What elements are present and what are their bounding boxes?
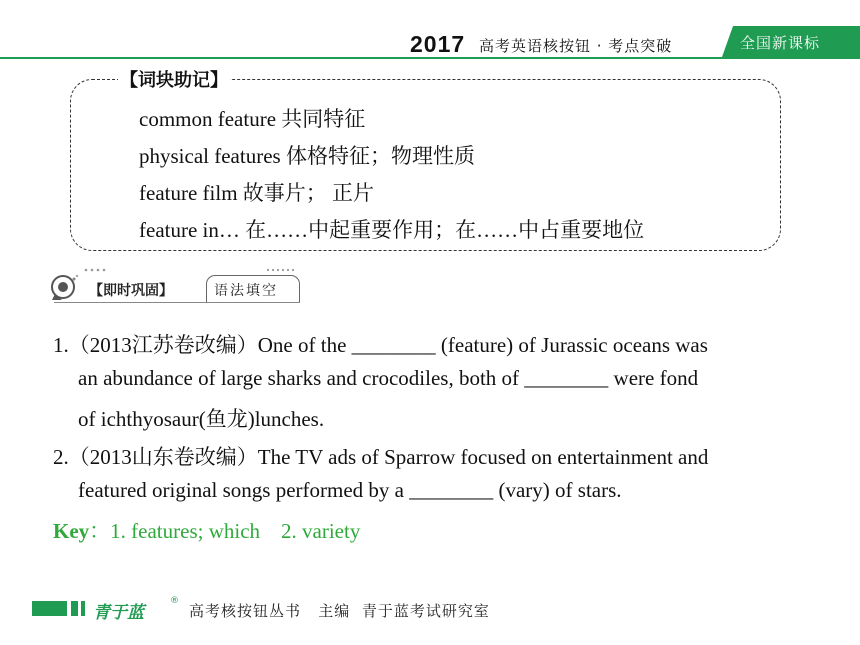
- decorative-dots: [84, 268, 114, 272]
- vocab-item: physical features 体格特征；物理性质: [139, 144, 475, 168]
- speaker-disc-icon: [50, 272, 80, 302]
- section-underline: [54, 302, 300, 303]
- footer-logo: 青于蓝: [93, 603, 144, 623]
- answer-key-label: Key: [53, 519, 90, 543]
- exercise-1-line-3: of ichthyosaur(鱼龙)lunches.: [78, 407, 325, 431]
- footer-registered-mark: ®: [170, 596, 179, 606]
- footer-text: 高考核按钮丛书 主编 青于蓝考试研究室: [189, 602, 490, 620]
- answer-key: [53, 515, 360, 545]
- header-rule: [0, 57, 860, 59]
- section-tab-label: 语法填空: [214, 283, 278, 299]
- footer-bar: [32, 601, 67, 616]
- footer-bar: [71, 601, 78, 616]
- vocab-title: 【词块助记】: [118, 66, 230, 92]
- answer-key-separator: ：: [89, 519, 111, 543]
- exercise-2-line-1: 2.（2013山东卷改编）The TV ads of Sparrow focused on entertainment and: [53, 445, 709, 469]
- exercise-1-line-1: 1.（2013江苏卷改编）One of the ________ (feature) of Jurassic oceans was: [53, 333, 708, 357]
- footer-bar: [81, 601, 85, 616]
- header-title: 高考英语核按钮 · 考点突破: [479, 37, 673, 55]
- exercise-1-line-2: an abundance of large sharks and crocodiles, both of ________ were fond: [78, 366, 699, 390]
- decorative-dots: [266, 268, 300, 272]
- vocab-item: feature in… 在……中起重要作用；在……中占重要地位: [139, 218, 645, 242]
- exercise-2-line-2: featured original songs performed by a ________ (vary) of stars.: [78, 478, 622, 502]
- header-badge-label: 全国新课标: [740, 34, 821, 52]
- section-label: 【即时巩固】: [89, 283, 173, 299]
- header-year: 2017: [410, 31, 466, 57]
- answer-key-values: 1. features; which 2. variety: [110, 519, 361, 543]
- vocab-item: feature film 故事片； 正片: [139, 181, 375, 205]
- vocab-item: common feature 共同特征: [139, 107, 366, 131]
